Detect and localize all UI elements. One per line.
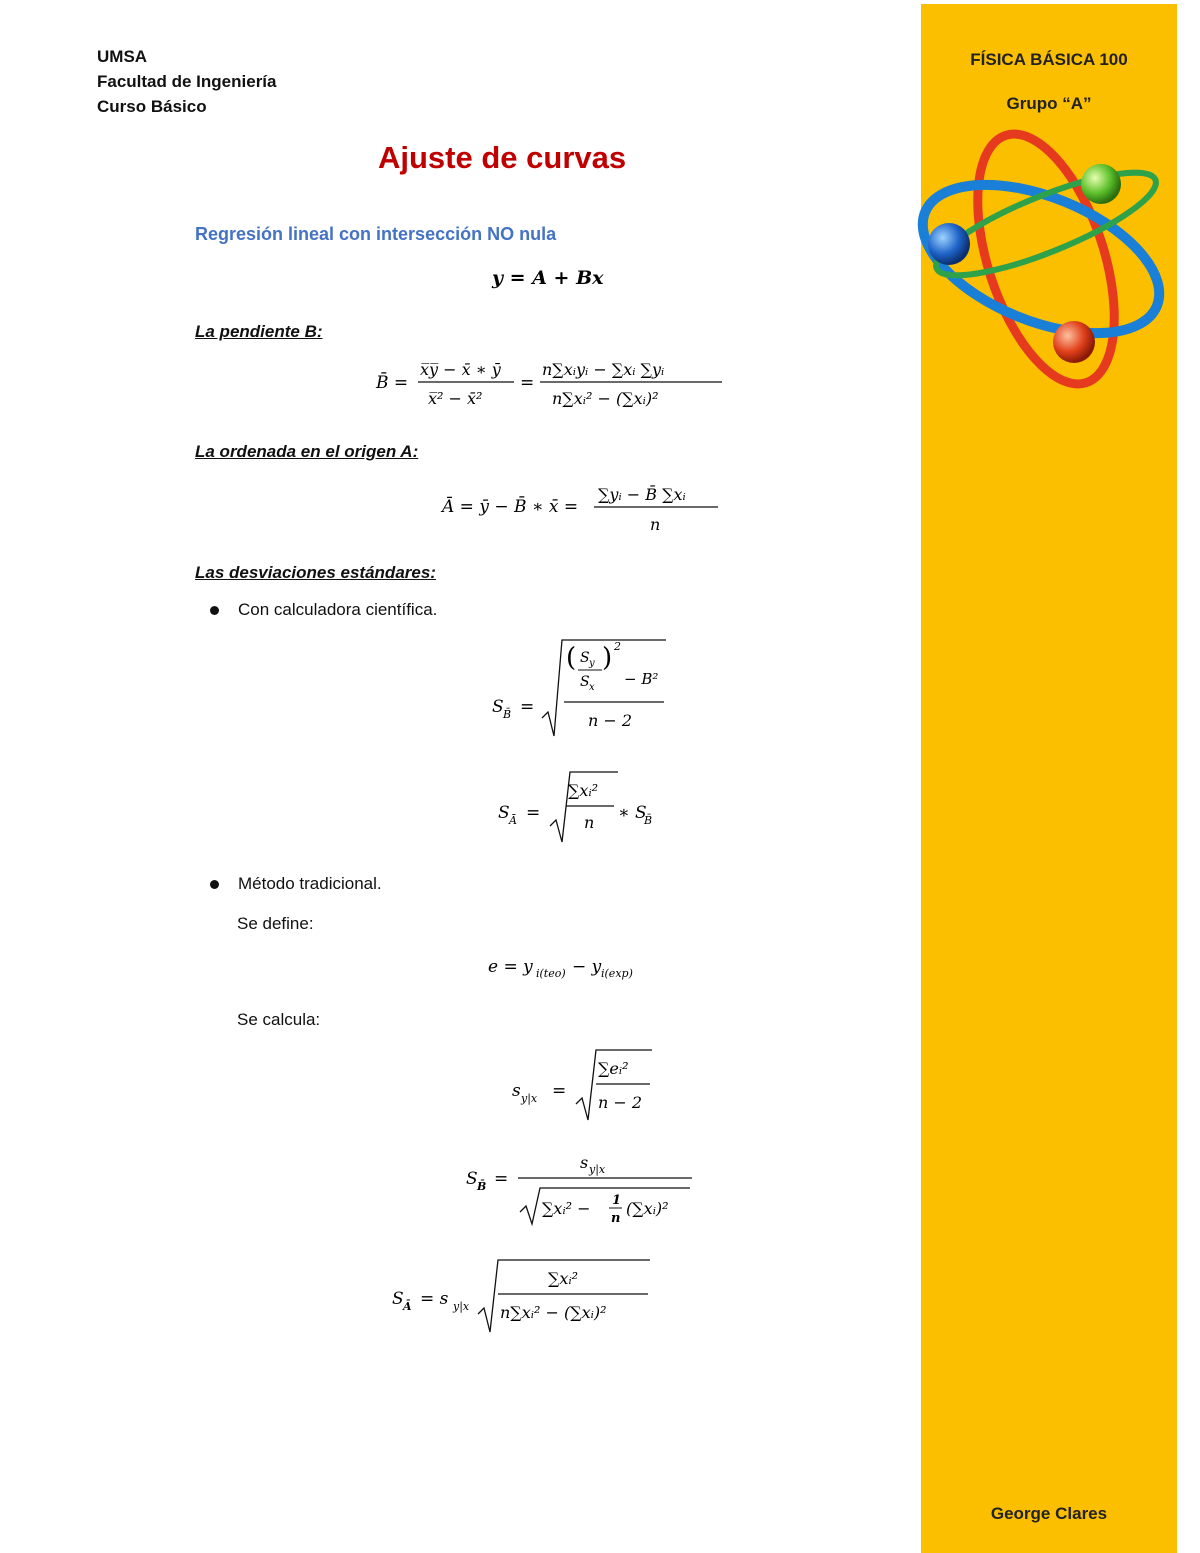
bullet-traditional-text: Método tradicional. <box>238 874 382 893</box>
section-deviations: Las desviaciones estándares: <box>195 563 436 582</box>
equation-syx <box>508 1046 668 1126</box>
svg-text:= s: = s <box>420 1289 449 1309</box>
svg-text:S: S <box>392 1289 404 1309</box>
svg-text:y: y <box>589 658 595 669</box>
svg-text:S: S <box>580 674 590 690</box>
svg-text:∑xᵢ²: ∑xᵢ² <box>568 781 599 800</box>
institution-header <box>97 44 277 119</box>
svg-text:n: n <box>611 1211 621 1226</box>
svg-text:=: = <box>520 373 535 393</box>
svg-text:(: ( <box>566 643 577 673</box>
svg-text:B̄: B̄ <box>477 1180 487 1193</box>
svg-text:n∑xᵢ² − (∑xᵢ)²: n∑xᵢ² − (∑xᵢ)² <box>500 1303 607 1322</box>
svg-text:e = y: e = y <box>488 957 533 977</box>
svg-text:S: S <box>580 650 590 666</box>
svg-text:y|x: y|x <box>521 1092 538 1105</box>
equation-sa-traditional <box>388 1254 658 1338</box>
svg-text:− B²: − B² <box>624 670 659 688</box>
section-slope: La pendiente B: <box>195 322 323 341</box>
svg-text:B̄: B̄ <box>644 814 653 827</box>
svg-text:B̄ =: B̄ = <box>376 373 409 393</box>
header-faculty: Facultad de Ingeniería <box>97 72 277 91</box>
equation-sb-calculator <box>488 632 678 740</box>
bullet-calculator-text: Con calculadora científica. <box>238 600 438 619</box>
svg-text:Ā: Ā <box>509 814 517 827</box>
svg-text:∑xᵢ²: ∑xᵢ² <box>548 1269 579 1288</box>
svg-text:Ā: Ā <box>403 1300 412 1313</box>
svg-text:=: = <box>526 803 541 823</box>
equation-intercept <box>438 478 728 538</box>
svg-text:i(exp): i(exp) <box>601 967 633 980</box>
svg-text:− y: − y <box>572 957 602 977</box>
bullet-dot-icon <box>210 606 219 615</box>
svg-text:y = A + Bx: y = A + Bx <box>492 267 604 289</box>
note-calculate: Se calcula: <box>237 1010 321 1029</box>
svg-text:∑eᵢ²: ∑eᵢ² <box>598 1059 629 1078</box>
svg-text:S: S <box>498 803 510 823</box>
svg-text:∑yᵢ − B̄ ∑xᵢ: ∑yᵢ − B̄ ∑xᵢ <box>598 485 686 504</box>
bullet-dot-icon <box>210 880 219 889</box>
sidebar-group: Grupo “A” <box>1006 94 1092 113</box>
svg-text:y|x: y|x <box>453 1300 470 1313</box>
svg-text:1: 1 <box>612 1193 622 1208</box>
atom-logo-icon <box>916 124 1176 404</box>
bullet-traditional <box>210 874 382 894</box>
svg-text:=: = <box>520 697 535 717</box>
svg-text:n: n <box>650 515 661 534</box>
svg-text:n∑xᵢyᵢ − ∑xᵢ ∑yᵢ: n∑xᵢyᵢ − ∑xᵢ ∑yᵢ <box>542 360 665 379</box>
svg-text:S: S <box>492 697 504 717</box>
sidebar-panel <box>921 4 1177 1553</box>
svg-text:Ā = ȳ − B̄ ∗ x̄ =: Ā = ȳ − B̄ ∗ x̄ = <box>442 497 579 517</box>
svg-text:n − 2: n − 2 <box>598 1093 643 1112</box>
equation-linear-model <box>490 262 620 292</box>
svg-text:y|x: y|x <box>589 1163 606 1176</box>
svg-text:(∑xᵢ)²: (∑xᵢ)² <box>626 1199 669 1218</box>
equation-sb-traditional <box>462 1148 702 1228</box>
equation-residual <box>484 950 684 984</box>
section-intercept: La ordenada en el origen A: <box>195 442 419 461</box>
svg-text:n − 2: n − 2 <box>588 711 633 730</box>
svg-text:∗ S: ∗ S <box>618 803 647 823</box>
svg-text:n∑xᵢ² − (∑xᵢ)²: n∑xᵢ² − (∑xᵢ)² <box>552 389 659 408</box>
svg-text:2: 2 <box>614 640 621 653</box>
svg-text:x: x <box>589 682 595 693</box>
svg-text:∑xᵢ² −: ∑xᵢ² − <box>542 1199 591 1218</box>
svg-text:x̅² − x̄²: x̅² − x̄² <box>428 389 483 408</box>
svg-text:n: n <box>584 813 595 832</box>
bullet-calculator <box>210 600 437 620</box>
header-university: UMSA <box>97 47 148 66</box>
sidebar-author: George Clares <box>990 1504 1108 1523</box>
svg-text:s: s <box>580 1153 589 1172</box>
page-title: Ajuste de curvas <box>378 140 627 175</box>
svg-text:B̄: B̄ <box>503 708 512 721</box>
section-subtitle: Regresión lineal con intersección NO nula <box>195 224 557 244</box>
svg-text:i(teo): i(teo) <box>536 967 566 980</box>
svg-text:x̅y̅ − x̄ ∗ ȳ: x̅y̅ − x̄ ∗ ȳ <box>420 360 501 379</box>
header-course: Curso Básico <box>97 97 207 116</box>
svg-text:=: = <box>494 1169 509 1189</box>
note-define: Se define: <box>237 914 314 933</box>
equation-sa-calculator <box>494 766 674 846</box>
svg-text:S: S <box>466 1169 478 1189</box>
equation-slope <box>372 352 732 414</box>
sidebar-course: FÍSICA BÁSICA 100 <box>970 50 1128 69</box>
svg-text:): ) <box>602 643 613 673</box>
svg-text:=: = <box>552 1081 567 1101</box>
svg-text:s: s <box>512 1081 521 1101</box>
